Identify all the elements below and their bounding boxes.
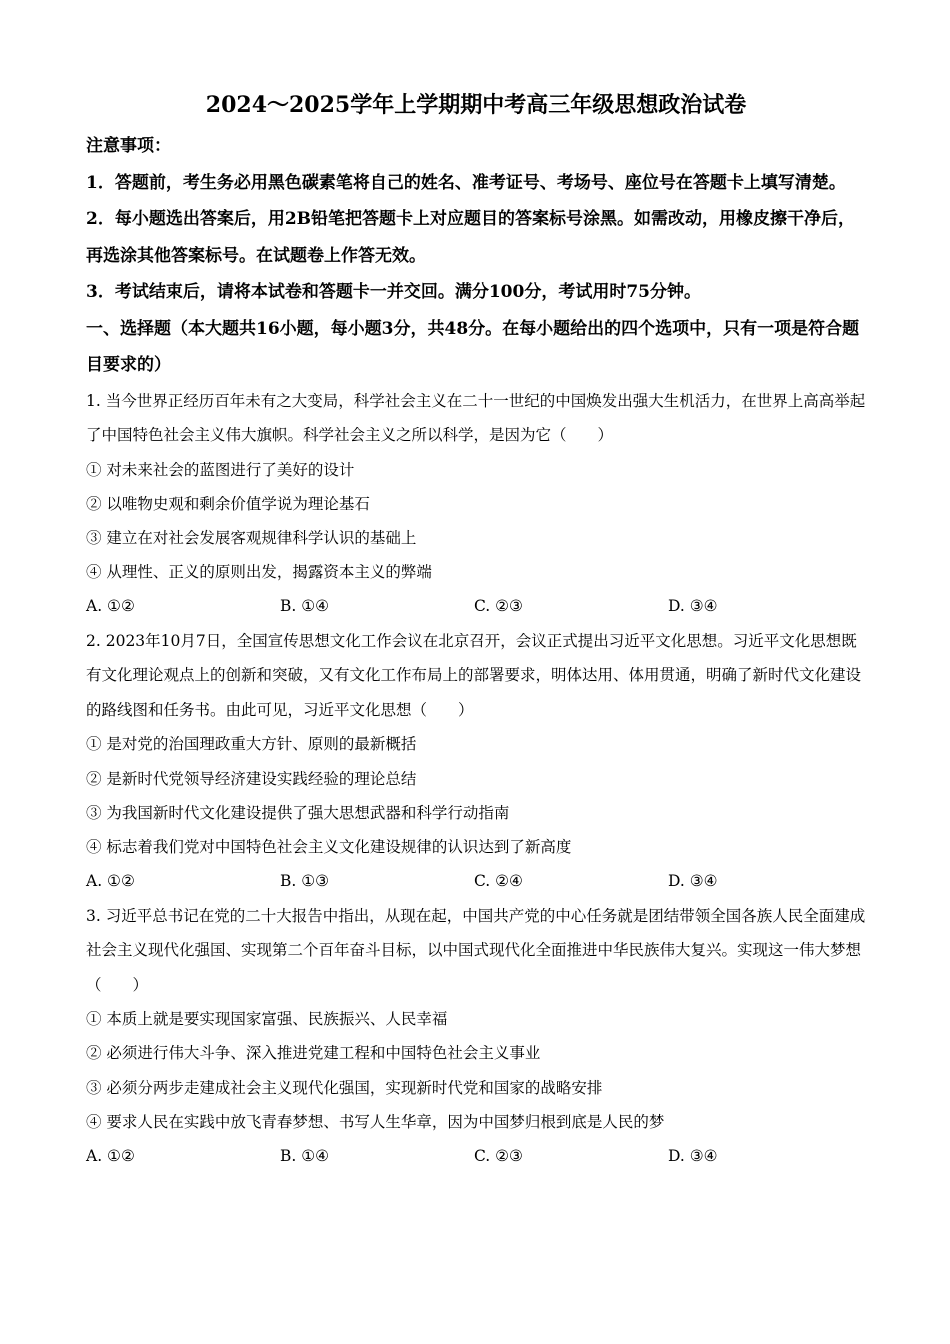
statement-option: ② 是新时代党领导经济建设实践经验的理论总结 [86, 769, 417, 788]
choice-a: A. ①② [86, 1146, 135, 1165]
answer-choices [86, 864, 866, 899]
choice-a: A. ①② [86, 597, 135, 616]
notice-block [86, 128, 866, 311]
statement-option: ④ 标志着我们党对中国特色社会主义文化建设规律的认识达到了新高度 [86, 837, 572, 856]
statement-option: ④ 从理性、正义的原则出发，揭露资本主义的弊端 [86, 563, 432, 582]
choice-d: D. ③④ [668, 597, 718, 616]
statement-option: ③ 必须分两步走建成社会主义现代化强国，实现新时代党和国家的战略安排 [86, 1078, 603, 1097]
choice-b: B. ①④ [280, 1146, 330, 1165]
question-3 [86, 899, 866, 1174]
notice-item-2: 2．每小题选出答案后，用2B铅笔把答题卡上对应题目的答案标号涂黑。如需改动，用橡皮擦干净后，再选涂其他答案标号。在试题卷上作答无效。 [86, 209, 856, 266]
choice-b: B. ①④ [280, 597, 330, 616]
choice-c: C. ②③ [474, 1146, 523, 1165]
choice-c: C. ②④ [474, 872, 523, 891]
answer-choices [86, 589, 866, 624]
question-stem: 3. 习近平总书记在党的二十大报告中指出，从现在起，中国共产党的中心任务就是团结带领全国各族人民全面建成社会主义现代化强国、实现第二个百年奋斗目标，以中国式现代化全面推进中华民族伟大复兴。实现这一伟大梦想（ ） [86, 906, 866, 994]
notice-item-3: 3．考试结束后，请将本试卷和答题卡一并交回。满分100分，考试用时75分钟。 [86, 282, 701, 302]
section-heading: 一、选择题（本大题共16小题，每小题3分，共48分。在每小题给出的四个选项中，只有一项是符合题目要求的） [86, 318, 860, 375]
statement-option: ④ 要求人民在实践中放飞青春梦想、书写人生华章，因为中国梦归根到底是人民的梦 [86, 1112, 665, 1131]
statement-option: ② 必须进行伟大斗争、深入推进党建工程和中国特色社会主义事业 [86, 1044, 541, 1063]
question-1 [86, 384, 866, 624]
choice-a: A. ①② [86, 872, 135, 891]
exam-title: 2024～2025学年上学期期中考高三年级思想政治试卷 [205, 92, 747, 118]
statement-option: ③ 为我国新时代文化建设提供了强大思想武器和科学行动指南 [86, 803, 510, 822]
choice-c: C. ②③ [474, 597, 523, 616]
choice-b: B. ①③ [280, 872, 330, 891]
choice-d: D. ③④ [668, 872, 718, 891]
answer-choices [86, 1139, 866, 1174]
question-stem: 2. 2023年10月7日，全国宣传思想文化工作会议在北京召开，会议正式提出习近平文化思想。习近平文化思想既有文化理论观点上的创新和突破，又有文化工作布局上的部署要求，明体达用、体用贯通，明确了新时代文化建设的路线图和任务书。由此可见，习近平文化思想（ ） [86, 631, 862, 719]
statement-option: ① 是对党的治国理政重大方针、原则的最新概括 [86, 735, 417, 754]
notice-item-1: 1．答题前，考生务必用黑色碳素笔将自己的姓名、准考证号、考场号、座位号在答题卡上填写清楚。 [86, 172, 846, 193]
statement-option: ① 对未来社会的蓝图进行了美好的设计 [86, 460, 355, 479]
choice-d: D. ③④ [668, 1146, 718, 1165]
statement-option: ③ 建立在对社会发展客观规律科学认识的基础上 [86, 528, 417, 547]
statement-option: ② 以唯物史观和剩余价值学说为理论基石 [86, 494, 370, 513]
question-2 [86, 624, 866, 899]
exam-page [86, 88, 866, 1173]
notice-heading: 注意事项： [86, 136, 171, 156]
question-stem: 1. 当今世界正经历百年未有之大变局，科学社会主义在二十一世纪的中国焕发出强大生机活力，在世界上高高举起了中国特色社会主义伟大旗帜。科学社会主义之所以科学，是因为它（ ） [86, 391, 866, 444]
statement-option: ① 本质上就是要实现国家富强、民族振兴、人民幸福 [86, 1010, 448, 1029]
